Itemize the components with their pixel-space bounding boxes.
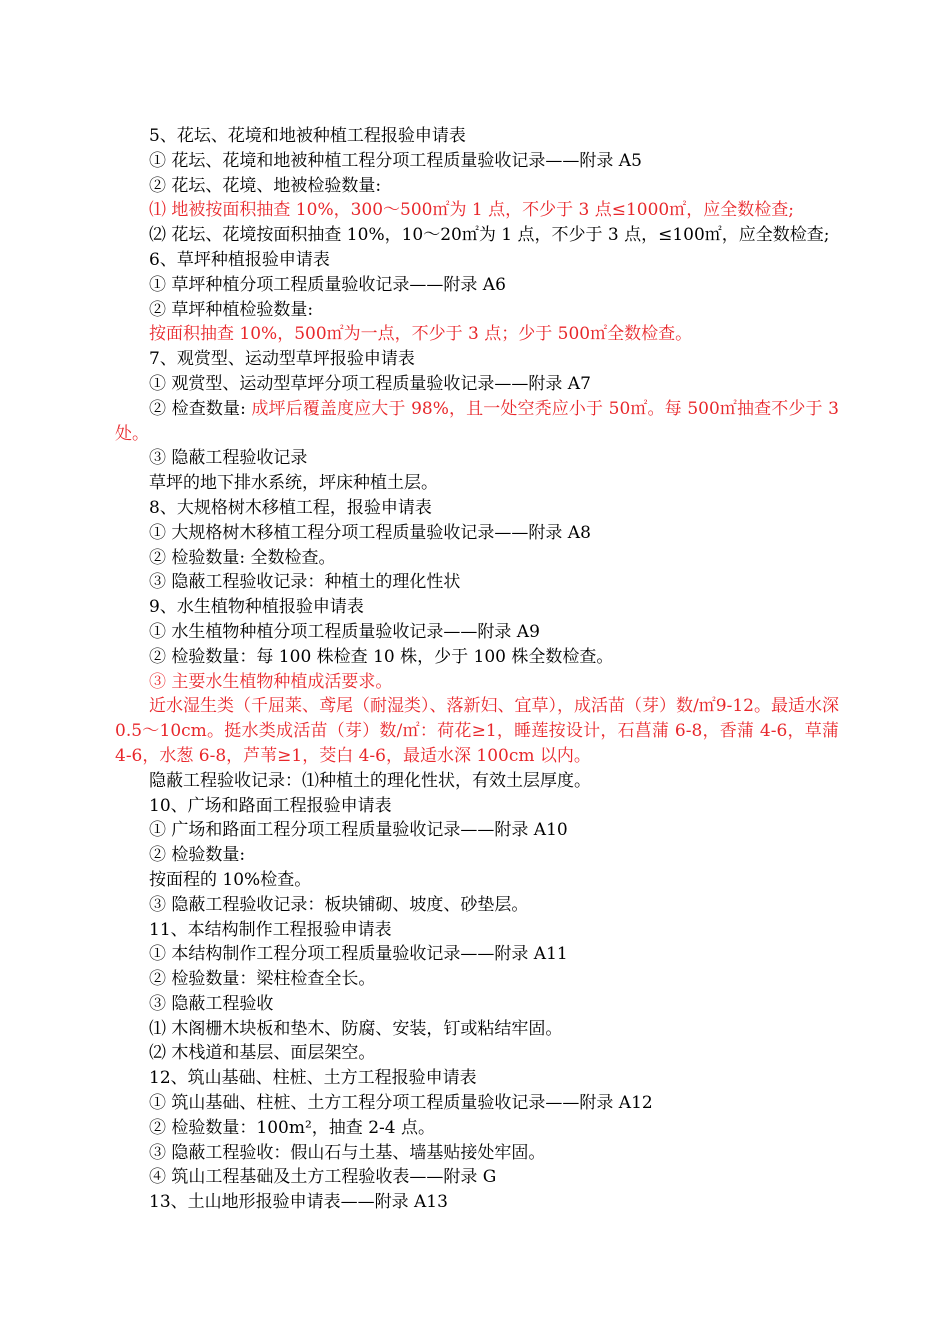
text-line: 近水湿生类（千屈莱、鸢尾（耐湿类）、落新妇、宜草），成活苗（芽）数/㎡9-12。最适水深 0.5～10cm。挺水类成活苗（芽）数/㎡：荷花≥1，睡莲按设计，石菖蒲 6-8，香蒲 4-6，草蒲 4-6，水葱 6-8，芦苇≥1，茭白 4-6，最适水深 100cm 以内。 bbox=[115, 696, 839, 766]
text-line: 按面积抽查 10%，500㎡为一点，不少于 3 点；少于 500㎡全数检查。 bbox=[149, 324, 693, 345]
text-line: 7、观赏型、运动型草坪报验申请表 bbox=[149, 349, 415, 370]
text-line: 12、筑山基础、柱桩、土方工程报验申请表 bbox=[149, 1068, 477, 1089]
text-line: ③ 主要水生植物种植成活要求。 bbox=[149, 671, 393, 692]
text-line: ① 大规格树木移植工程分项工程质量验收记录——附录 A8 bbox=[149, 522, 591, 543]
text-line: 10、广场和路面工程报验申请表 bbox=[149, 795, 392, 816]
text-line: ⑵ 花坛、花境按面积抽查 10%，10～20㎡为 1 点，不少于 3 点，≤100㎡，应全数检查; bbox=[149, 225, 830, 246]
text-block-2 bbox=[115, 446, 839, 1215]
text-line: ① 草坪种植分项工程质量验收记录——附录 A6 bbox=[149, 274, 506, 295]
text-line: 隐蔽工程验收记录：⑴种植土的理化性状，有效土层厚度。 bbox=[149, 770, 591, 791]
check-quantity-7-requirement: 成坪后覆盖度应大于 98%，且一处空秃应小于 50㎡。每 500㎡抽查不少于 3 处。 bbox=[115, 398, 839, 444]
text-line: ① 观赏型、运动型草坪分项工程质量验收记录——附录 A7 bbox=[149, 373, 591, 394]
text-line: ② 检验数量：100m²，抽查 2-4 点。 bbox=[149, 1117, 435, 1138]
text-line: ③ 隐蔽工程验收记录：板块铺砌、坡度、砂垫层。 bbox=[149, 894, 529, 915]
text-line: 按面程的 10%检查。 bbox=[149, 869, 312, 890]
text-line: ② 检验数量：梁柱检查全长。 bbox=[149, 969, 376, 990]
text-line: ③ 隐蔽工程验收记录 bbox=[149, 448, 308, 469]
text-line: ① 花坛、花境和地被种植工程分项工程质量验收记录——附录 A5 bbox=[149, 150, 642, 171]
document-body bbox=[115, 124, 839, 1215]
text-line: ① 筑山基础、柱桩、土方工程分项工程质量验收记录——附录 A12 bbox=[149, 1093, 653, 1114]
check-quantity-7-prefix: ② 检查数量: bbox=[149, 398, 252, 419]
text-line: ② 检验数量: 全数检查。 bbox=[149, 547, 336, 568]
text-line: ③ 隐蔽工程验收 bbox=[149, 993, 274, 1014]
text-line: ① 水生植物种植分项工程质量验收记录——附录 A9 bbox=[149, 621, 540, 642]
text-line: ⑴ 地被按面积抽查 10%，300～500㎡为 1 点，不少于 3 点≤1000㎡，应全数检查; bbox=[149, 200, 794, 221]
text-line: ② 检验数量：每 100 株检查 10 株，少于 100 株全数检查。 bbox=[149, 646, 614, 667]
text-line: 8、大规格树木移植工程，报验申请表 bbox=[149, 497, 432, 518]
text-line: 6、草坪种植报验申请表 bbox=[149, 249, 330, 270]
text-line: 5、花坛、花境和地被种植工程报验申请表 bbox=[149, 126, 466, 146]
text-line: ④ 筑山工程基础及土方工程验收表——附录 G bbox=[149, 1167, 497, 1188]
check-quantity-7 bbox=[115, 397, 839, 447]
text-line: ② 检验数量: bbox=[149, 845, 246, 866]
text-line: ② 草坪种植检验数量: bbox=[149, 299, 314, 320]
text-line: 13、土山地形报验申请表——附录 A13 bbox=[149, 1192, 448, 1213]
text-line: 9、水生植物种植报验申请表 bbox=[149, 597, 364, 618]
text-line: 11、本结构制作工程报验申请表 bbox=[149, 919, 392, 940]
text-line: ⑴ 木阁栅木块板和垫木、防腐、安装，钉或粘结牢固。 bbox=[149, 1018, 563, 1039]
text-line: 草坪的地下排水系统，坪床种植土层。 bbox=[149, 473, 438, 494]
text-line: ⑵ 木栈道和基层、面层架空。 bbox=[149, 1043, 376, 1064]
text-line: ③ 隐蔽工程验收记录：种植土的理化性状 bbox=[149, 572, 461, 593]
text-line: ② 花坛、花境、地被检验数量: bbox=[149, 175, 382, 196]
text-block-1 bbox=[115, 124, 839, 397]
text-line: ① 广场和路面工程分项工程质量验收记录——附录 A10 bbox=[149, 820, 568, 841]
text-line: ① 本结构制作工程分项工程质量验收记录——附录 A11 bbox=[149, 944, 568, 965]
text-line: ③ 隐蔽工程验收：假山石与土基、墙基贴接处牢固。 bbox=[149, 1142, 546, 1163]
